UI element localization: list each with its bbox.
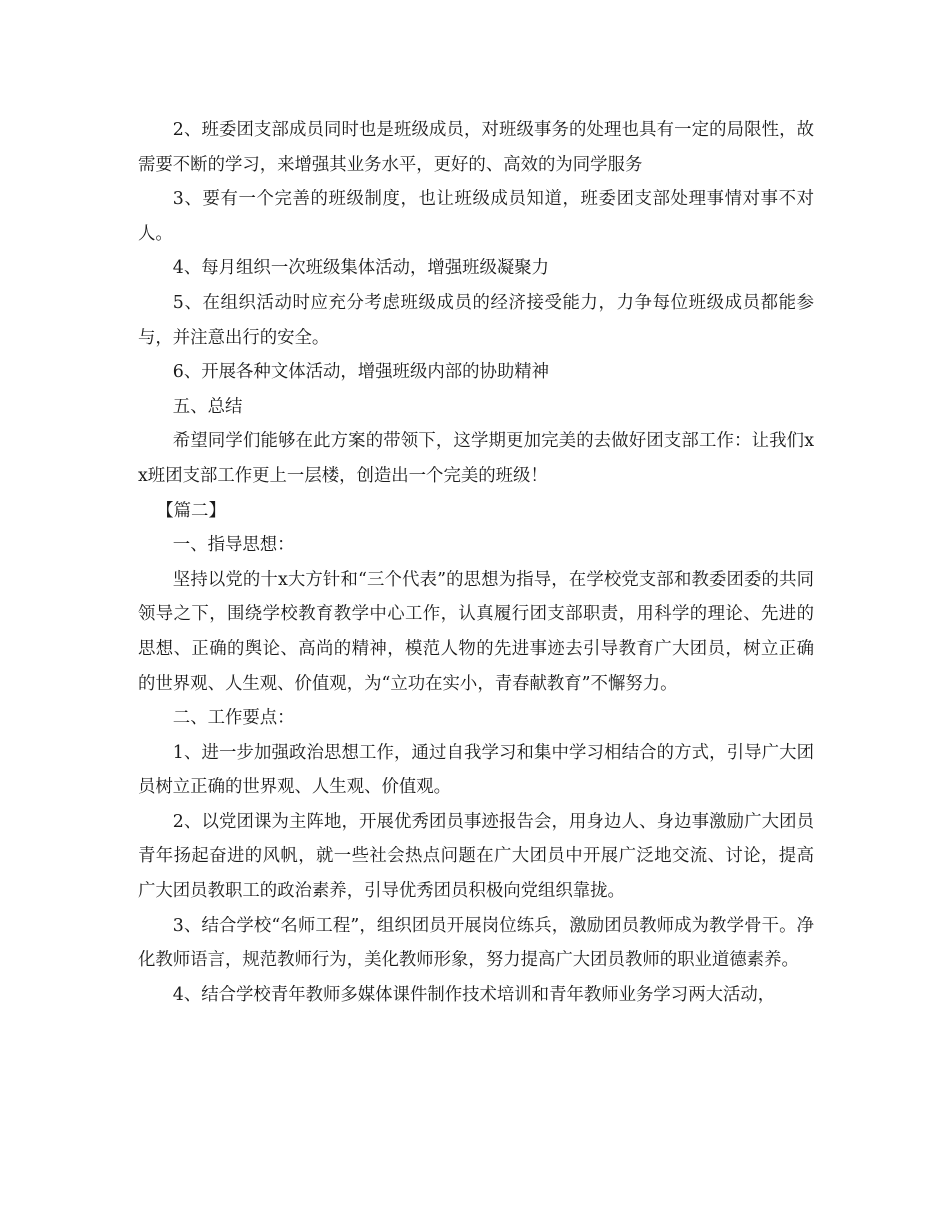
paragraph-item-6: 6、开展各种文体活动，增强班级内部的协助精神: [172, 362, 550, 383]
document-body: [138, 113, 814, 1012]
paragraph-item-5: 5、在组织活动时应充分考虑班级成员的经济接受能力，力争每位班级成员都能参与，并注意出行的安全。: [138, 292, 814, 348]
section-heading-summary: 五、总结: [172, 396, 243, 417]
work-point-4: 4、结合学校青年教师多媒体课件制作技术培训和青年教师业务学习两大活动，: [172, 984, 776, 1005]
work-point-3: 3、结合学校“名师工程”，组织团员开展岗位练兵，激励团员教师成为教学骨干。净化教师语言，规范教师行为，美化教师形象，努力提高广大团员教师的职业道德素养。: [138, 915, 814, 971]
paragraph-summary: 希望同学们能够在此方案的带领下，这学期更加完美的去做好团支部工作：让我们xx班团支部工作更上一层楼，创造出一个完美的班级！: [138, 431, 814, 486]
paragraph-guiding-ideology: 坚持以党的十x大方针和“三个代表”的思想为指导，在学校党支部和教委团委的共同领导之下，围绕学校教育教学中心工作，认真履行团支部职责，用科学的理论、先进的思想、正确的舆论、高尚的精神，模范人物的先进事迹去引导教育广大团员，树立正确的世界观、人生观、价值观，为“立功在实小，青春献教育”不懈努力。: [138, 569, 814, 694]
section-heading-work-points: 二、工作要点：: [172, 708, 295, 729]
work-point-1: 1、进一步加强政治思想工作，通过自我学习和集中学习相结合的方式，引导广大团员树立正确的世界观、人生观、价值观。: [138, 742, 814, 798]
paragraph-item-3: 3、要有一个完善的班级制度，也让班级成员知道，班委团支部处理事情对事不对人。: [138, 189, 814, 244]
paragraph-item-2: 2、班委团支部成员同时也是班级成员，对班级事务的处理也具有一定的局限性，故需要不断的学习，来增强其业务水平，更好的、高效的为同学服务: [138, 120, 814, 175]
paragraph-item-4: 4、每月组织一次班级集体活动，增强班级凝聚力: [172, 258, 550, 279]
section-heading-guiding-ideology: 一、指导思想：: [172, 535, 295, 556]
work-point-2: 2、以党团课为主阵地，开展优秀团员事迹报告会，用身边人、身边事激励广大团员青年扬起奋进的风帆，就一些社会热点问题在广大团员中开展广泛地交流、讨论，提高广大团员教职工的政治素养，引导优秀团员积极向党组织靠拢。: [138, 811, 814, 902]
section-label-part-two: 【篇二】: [156, 500, 226, 521]
